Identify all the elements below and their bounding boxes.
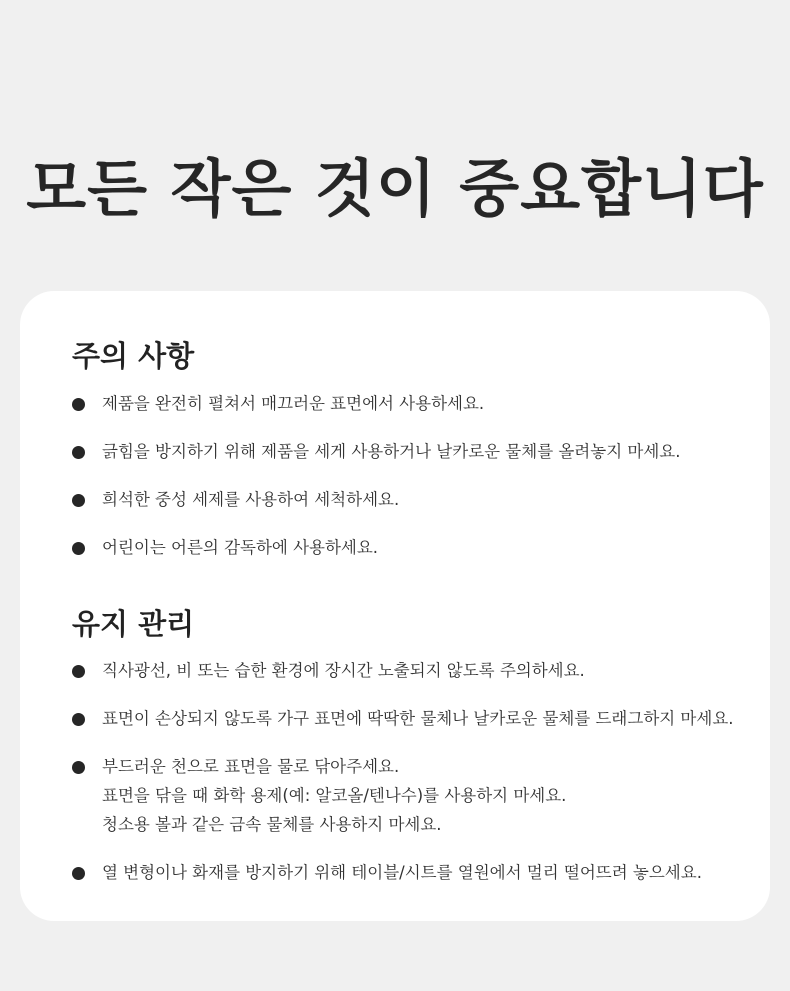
bullet-icon [72,867,85,880]
caution-item [72,533,762,562]
bullet-icon [72,713,85,726]
care-item-text: 청소용 볼과 같은 금속 물체를 사용하지 마세요. [102,815,442,834]
bullet-icon [72,398,85,411]
caution-item-text: 어린이는 어른의 감독하에 사용하세요. [102,538,379,557]
bullet-icon [72,665,85,678]
care-item [72,858,762,887]
bullet-icon [72,446,85,459]
caution-item-text: 긁힘을 방지하기 위해 제품을 세게 사용하거나 날카로운 물체를 올려놓지 마세요. [102,442,681,461]
caution-section-title: 주의 사항 [72,339,195,373]
care-item-text: 열 변형이나 화재를 방지하기 위해 테이블/시트를 열원에서 멀리 떨어뜨려 놓으세요. [102,863,702,882]
care-item-text: 표면을 닦을 때 화학 용제(예: 알코올/텐나수)를 사용하지 마세요. [102,786,567,805]
care-item [72,656,762,685]
caution-item-text: 제품을 완전히 펼쳐서 매끄러운 표면에서 사용하세요. [102,394,485,413]
caution-item [72,389,762,418]
care-item-text: 부드러운 천으로 표면을 물로 닦아주세요. [102,757,400,776]
info-card [20,291,770,921]
bullet-icon [72,494,85,507]
care-item [72,704,762,733]
caution-list [72,389,762,581]
page-headline: 모든 작은 것이 중요합니다 [26,152,764,225]
caution-item [72,437,762,466]
caution-item [72,485,762,514]
care-item-text: 직사광선, 비 또는 습한 환경에 장시간 노출되지 않도록 주의하세요. [102,661,585,680]
caution-item-text: 희석한 중성 세제를 사용하여 세척하세요. [102,490,400,509]
care-list [72,656,762,906]
care-item-text: 표면이 손상되지 않도록 가구 표면에 딱딱한 물체나 날카로운 물체를 드래그하지 마세요. [102,709,734,728]
care-section-title: 유지 관리 [72,607,195,641]
bullet-icon [72,761,85,774]
bullet-icon [72,542,85,555]
care-item [72,752,762,839]
